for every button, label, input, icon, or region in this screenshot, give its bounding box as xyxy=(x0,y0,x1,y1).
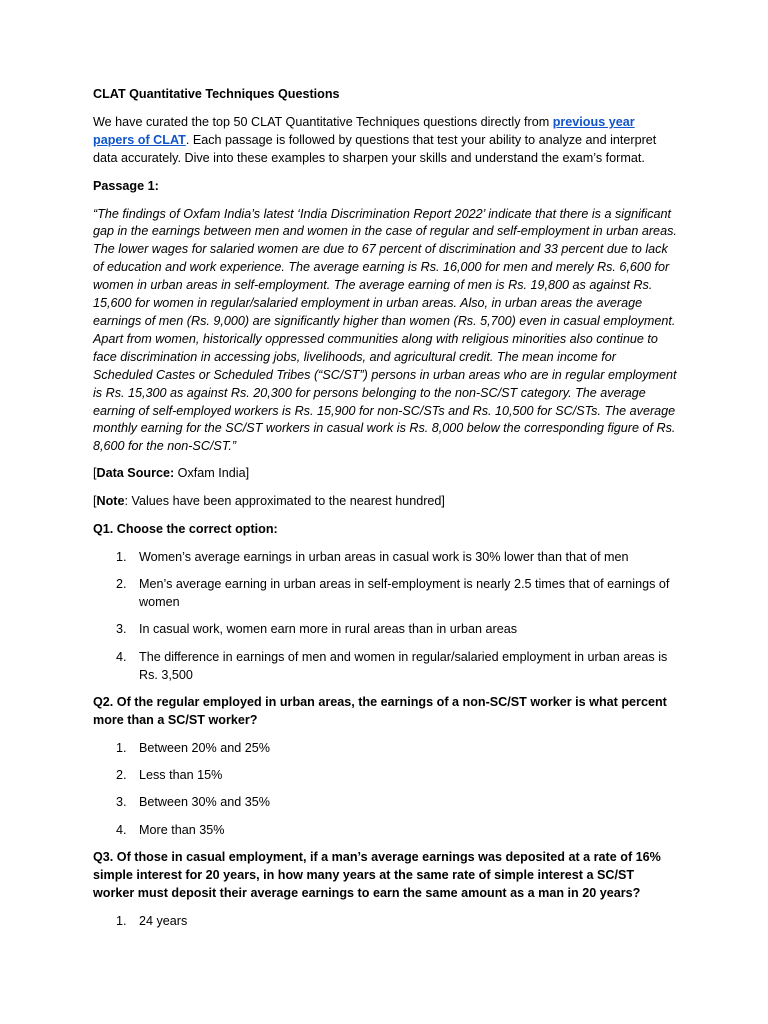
note-value: : Values have been approximated to the nearest hundred] xyxy=(124,494,445,509)
option-number: 1. xyxy=(116,740,127,755)
option-item xyxy=(93,549,678,567)
option-text: More than 35% xyxy=(139,822,225,837)
intro-paragraph xyxy=(93,114,678,168)
option-item xyxy=(93,794,678,812)
page-title: CLAT Quantitative Techniques Questions xyxy=(93,87,340,101)
document-content xyxy=(93,86,678,940)
option-text: 24 years xyxy=(139,913,188,928)
note-open-bracket: [ xyxy=(93,494,97,509)
option-text: Men’s average earning in urban areas in self-employment is nearly 2.5 times that of earnings of women xyxy=(139,577,670,610)
data-source-label: Data Source: xyxy=(96,466,175,481)
option-item xyxy=(93,913,678,931)
option-text: Between 20% and 25% xyxy=(139,740,270,755)
option-text: Between 30% and 35% xyxy=(139,795,270,810)
option-text: Less than 15% xyxy=(139,768,223,783)
option-number: 4. xyxy=(116,822,127,837)
option-number: 2. xyxy=(116,768,127,783)
data-source-value: Oxfam India] xyxy=(174,466,250,481)
option-text: Women’s average earnings in urban areas in casual work is 30% lower than that of men xyxy=(139,549,629,564)
option-item xyxy=(93,822,678,840)
question-1-options xyxy=(93,549,678,685)
option-item xyxy=(93,576,678,612)
option-text: The difference in earnings of men and women in regular/salaried employment in urban areas is Rs. 3,500 xyxy=(139,649,668,682)
option-text: In casual work, women earn more in rural areas than in urban areas xyxy=(139,622,518,637)
option-number: 3. xyxy=(116,622,127,637)
question-3: Q3. Of those in casual employment, if a man’s average earnings was deposited at a rate of 16% simple interest for 20 years, in how many years at the same rate of simple interest a SC/ST worker must deposit their average earnings to earn the same amount as a man in 20 years? xyxy=(93,849,661,900)
data-source-open-bracket: [ xyxy=(93,466,97,481)
option-item xyxy=(93,740,678,758)
passage-text: “The findings of Oxfam India’s latest ‘India Discrimination Report 2022’ indicate that there is a significant gap in the earnings between men and women in the case of regular and self-employment in urban areas. The lower wages for salaried women are due to 67 percent of discrimination and 33 percent due to lack of education and work experience. The average earning is Rs. 16,000 for men and merely Rs. 6,600 for women in urban areas in self-employment. The average earning of men is Rs. 19,800 as against Rs. 15,600 for women in regular/salaried employment in urban areas. Also, in urban areas the average earnings of men (Rs. 9,000) are significantly higher than women (Rs. 5,700) even in casual employment. Apart from women, historically oppressed communities along with religious minorities also continue to face discrimination in accessing jobs, livelihoods, and agricultural credit. The mean income for Scheduled Castes or Scheduled Tribes (“SC/ST”) persons in urban areas who are in regular employment is Rs. 15,300 as against Rs. 20,300 for persons belonging to the non-SC/ST category. The average earning of self-employed workers is Rs. 15,900 for non-SC/STs and Rs. 10,500 for SC/STs. The average monthly earning for the SC/ST workers in casual work is Rs. 8,000 below the corresponding figure of Rs. 8,600 for the non-SC/ST.” xyxy=(93,206,677,454)
option-number: 1. xyxy=(116,913,127,928)
option-item xyxy=(93,649,678,685)
question-3-options xyxy=(93,913,678,931)
note-line xyxy=(93,493,678,511)
previous-year-papers-link[interactable]: previous year papers of CLAT xyxy=(93,114,635,147)
intro-text-after-link: . Each passage is followed by questions that test your ability to analyze and interpret data accurately. Dive into these examples to sharpen your skills and understand the exam’s format. xyxy=(93,132,657,165)
intro-text-before-link: We have curated the top 50 CLAT Quantitative Techniques questions directly from xyxy=(93,114,553,129)
option-item xyxy=(93,621,678,639)
option-number: 2. xyxy=(116,577,127,592)
passage-heading: Passage 1: xyxy=(93,178,159,193)
question-2: Q2. Of the regular employed in urban areas, the earnings of a non-SC/ST worker is what percent more than a SC/ST worker? xyxy=(93,694,667,727)
option-number: 3. xyxy=(116,795,127,810)
question-1: Q1. Choose the correct option: xyxy=(93,522,278,537)
note-label: Note xyxy=(96,494,125,509)
option-number: 4. xyxy=(116,649,127,664)
question-2-options xyxy=(93,740,678,840)
data-source-line xyxy=(93,465,678,483)
option-number: 1. xyxy=(116,549,127,564)
option-item xyxy=(93,767,678,785)
